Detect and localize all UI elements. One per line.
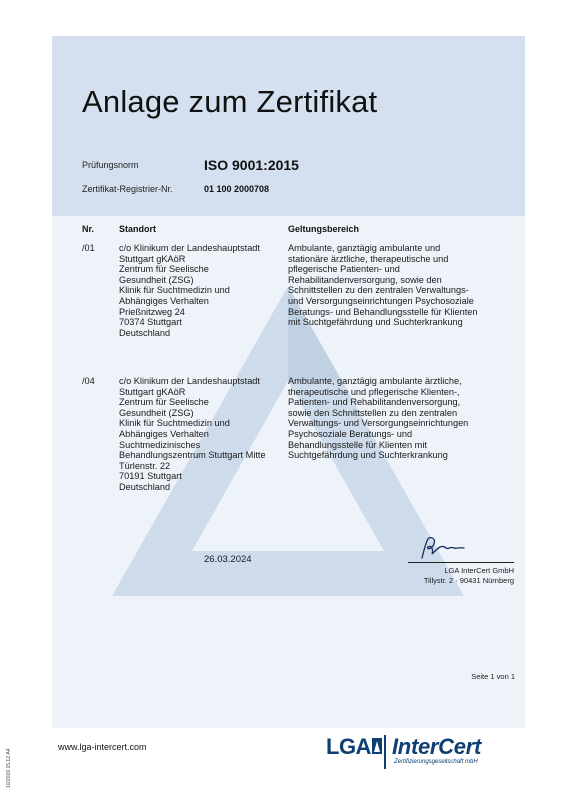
row-1-standort bbox=[119, 243, 260, 338]
scope-line: Rehabilitandenversorgung, sowie den bbox=[288, 274, 442, 285]
scope-line: Ambulante, ganztägig ambulante ärztliche, bbox=[288, 376, 462, 386]
column-header-standort: Standort bbox=[119, 224, 156, 234]
issuer-name: LGA InterCert GmbH bbox=[444, 566, 514, 575]
norm-value: ISO 9001:2015 bbox=[204, 157, 299, 173]
scope-line: sowie den Schnittstellen zu den zentralen bbox=[288, 407, 458, 418]
standort-line: Abhängiges Verhalten bbox=[119, 295, 209, 306]
page-title: Anlage zum Zertifikat bbox=[82, 84, 378, 119]
footer-url[interactable]: www.lga-intercert.com bbox=[58, 742, 147, 752]
side-code: 10/2019 15.12.A4 bbox=[6, 748, 12, 788]
standort-line: Prießnitzweg 24 bbox=[119, 306, 185, 317]
signature-line bbox=[408, 562, 514, 563]
registration-value: 01 100 2000708 bbox=[204, 184, 270, 194]
issuer-address: Tillystr. 2 · 90431 Nürnberg bbox=[423, 575, 514, 585]
standort-line: Deutschland bbox=[119, 481, 171, 492]
scope-line: stationäre ärztliche, therapeutische und bbox=[288, 253, 449, 264]
standort-line: c/o Klinikum der Landeshauptstadt bbox=[119, 243, 260, 253]
standort-line: Abhängiges Verhalten bbox=[119, 428, 209, 439]
scope-line: Ambulante, ganztägig ambulante und bbox=[288, 243, 441, 253]
scope-line: Behandlungsstelle für Klienten mit bbox=[288, 439, 427, 450]
standort-line: Stuttgart gKAöR bbox=[119, 386, 186, 397]
standort-line: Gesundheit (ZSG) bbox=[119, 407, 194, 418]
scope-line: therapeutische und pflegerische Klienten-, bbox=[288, 386, 460, 397]
scope-line: Patienten- und Rehabilitandenversorgung, bbox=[288, 397, 461, 408]
registration-label: Zertifikat-Registrier-Nr. bbox=[82, 184, 173, 194]
row-1-nr: /01 bbox=[82, 243, 95, 253]
issue-date: 26.03.2024 bbox=[204, 554, 252, 565]
standort-line: Zentrum für Seelische bbox=[119, 264, 209, 275]
standort-line: Gesundheit (ZSG) bbox=[119, 274, 194, 285]
logo-lga-text: LGA bbox=[326, 734, 371, 759]
scope-line: Suchtgefährdung und Suchterkrankung bbox=[288, 450, 448, 461]
standort-line: 70191 Stuttgart bbox=[119, 471, 182, 482]
standort-line: 70374 Stuttgart bbox=[119, 317, 182, 328]
standort-line: Klinik für Suchtmedizin und bbox=[119, 285, 230, 296]
scope-line: pflegerische Patienten- und bbox=[288, 264, 400, 275]
standort-line: Deutschland bbox=[119, 327, 171, 338]
logo-mark-icon bbox=[372, 738, 382, 754]
scope-line: mit Suchtgefährdung und Suchterkrankung bbox=[288, 317, 463, 328]
issuer-block bbox=[408, 566, 514, 585]
logo-divider bbox=[384, 735, 386, 769]
scope-line: Verwaltungs- und Versorgungseinrichtungen bbox=[288, 418, 469, 429]
scope-line: Beratungs- und Behandlungsstelle für Klienten bbox=[288, 306, 478, 317]
logo-tagline: Zertifizierungsgesellschaft mbH bbox=[394, 759, 478, 765]
row-2-geltungsbereich bbox=[288, 376, 468, 461]
certificate-panel bbox=[52, 36, 525, 728]
scope-line: Schnittstellen zu den zentralen Verwaltungs- bbox=[288, 285, 469, 296]
standort-line: Zentrum für Seelische bbox=[119, 397, 209, 408]
standort-line: c/o Klinikum der Landeshauptstadt bbox=[119, 376, 260, 386]
row-2-nr: /04 bbox=[82, 376, 95, 386]
column-header-geltungsbereich: Geltungsbereich bbox=[288, 224, 360, 234]
lga-intercert-logo bbox=[326, 734, 524, 770]
standort-line: Türlenstr. 22 bbox=[119, 460, 171, 471]
row-1-geltungsbereich bbox=[288, 243, 478, 328]
logo-intercert-text: InterCert bbox=[392, 734, 481, 759]
signature-image bbox=[416, 536, 468, 562]
page-number: Seite 1 von 1 bbox=[471, 672, 515, 681]
standort-line: Suchtmedizinisches bbox=[119, 439, 201, 450]
scope-line: und Versorgungseinrichtungen Psychosoziale bbox=[288, 295, 474, 306]
column-header-nr: Nr. bbox=[82, 224, 95, 234]
standort-line: Behandlungszentrum Stuttgart Mitte bbox=[119, 450, 266, 461]
norm-label: Prüfungsnorm bbox=[82, 160, 139, 170]
standort-line: Klinik für Suchtmedizin und bbox=[119, 418, 230, 429]
row-2-standort bbox=[119, 376, 266, 493]
scope-line: Psychosoziale Beratungs- und bbox=[288, 428, 413, 439]
standort-line: Stuttgart gKAöR bbox=[119, 253, 186, 264]
